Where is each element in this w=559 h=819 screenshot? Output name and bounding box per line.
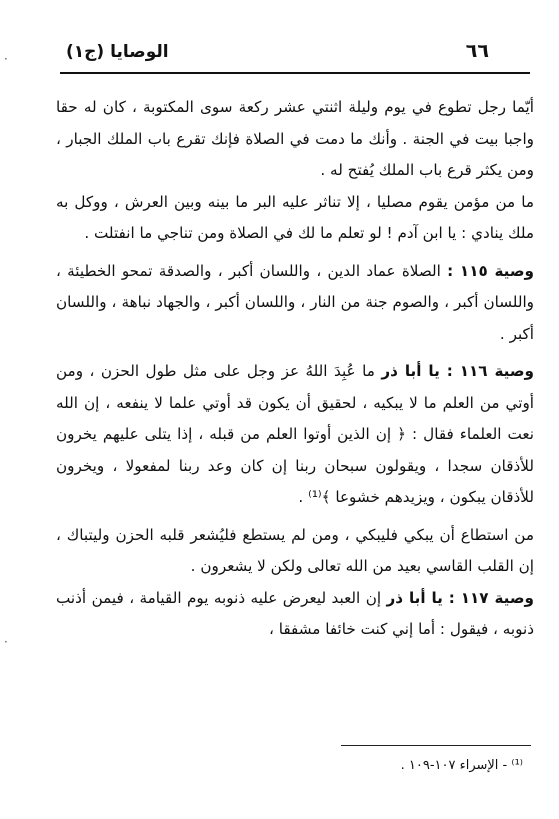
wasiyya-117 bbox=[56, 583, 534, 646]
footnote: ⁽¹⁾ - الإسراء ١٠٧-١٠٩ . bbox=[400, 758, 523, 773]
scan-margin-mark: · bbox=[4, 635, 8, 649]
paragraph-5 bbox=[56, 520, 534, 583]
wasiyya-label: وصية ١١٥ : bbox=[447, 261, 534, 280]
footnote-rule bbox=[341, 745, 531, 746]
paragraph-text: ما من مؤمن يقوم مصليا ، إلا تناثر عليه البر ما بينه وبين العرش ، ووكل به ملك ينادي : يا ابن آدم ! لو تعلم ما لك في الصلاة ومن تناجي ما انفتلت . bbox=[56, 192, 534, 242]
wasiyya-116 bbox=[56, 356, 534, 514]
paragraph-2 bbox=[56, 187, 534, 250]
paragraph-text: أيّما رجل تطوع في يوم وليلة اثنتي عشر ركعة سوى المكتوبة ، كان له حقا واجبا بيت في الجنة . وأنك ما دمت في الصلاة فإنك تقرع باب الملك الجبار ، ومن يكثر قرع باب الملك يُفتح له . bbox=[56, 98, 534, 179]
wasiyya-label: وصية ١١٦ : يا أبا ذر bbox=[381, 362, 534, 380]
running-header-title: الوصايا (ج١) bbox=[66, 42, 169, 62]
paragraph-text: من استطاع أن يبكي فليبكي ، ومن لم يستطع فليُشعر قلبه الحزن وليتباك ، إن القلب القاسي بعيد من الله تعالى ولكن لا يشعرون . bbox=[56, 525, 534, 575]
page-number: ٦٦ bbox=[465, 40, 489, 62]
wasiyya-115 bbox=[56, 256, 534, 351]
paragraph-text: إن العبد ليعرض عليه ذنوبه يوم القيامة ، فيمن أذنب ذنوبه ، فيقول : أما إني كنت خائفا مشفقا ، bbox=[56, 588, 534, 638]
wasiyya-label: وصية ١١٧ : يا أبا ذر bbox=[386, 588, 534, 607]
paragraph-text: الصلاة عماد الدين ، واللسان أكبر ، والصدقة تمحو الخطيئة ، واللسان أكبر ، والصوم جنة من النار ، واللسان أكبر ، والجهاد نباهة ، واللسان أكبر . bbox=[56, 261, 534, 343]
scan-margin-mark: · bbox=[4, 52, 8, 66]
paragraph-1 bbox=[56, 92, 534, 187]
main-text bbox=[56, 92, 534, 646]
header-rule bbox=[60, 72, 530, 74]
paragraph-text: ما عُبِدَ اللهُ عز وجل على مثل طول الحزن ، ومن أوتي من العلم ما لا يبكيه ، لحقيق أن يكون قد أوتي علما لا ينفعه ، إن الله نعت العلماء فقال : ﴿ إن الذين أوتوا العلم من قبله ، إذا يتلى عليهم يخرون للأذقان سجدا ، ويقولون سبحان ربنا إن كان وعد ربنا لمفعولا ، ويخرون للأذقان يبكون ، ويزيدهم خشوعا ﴾⁽¹⁾ . bbox=[56, 362, 534, 506]
